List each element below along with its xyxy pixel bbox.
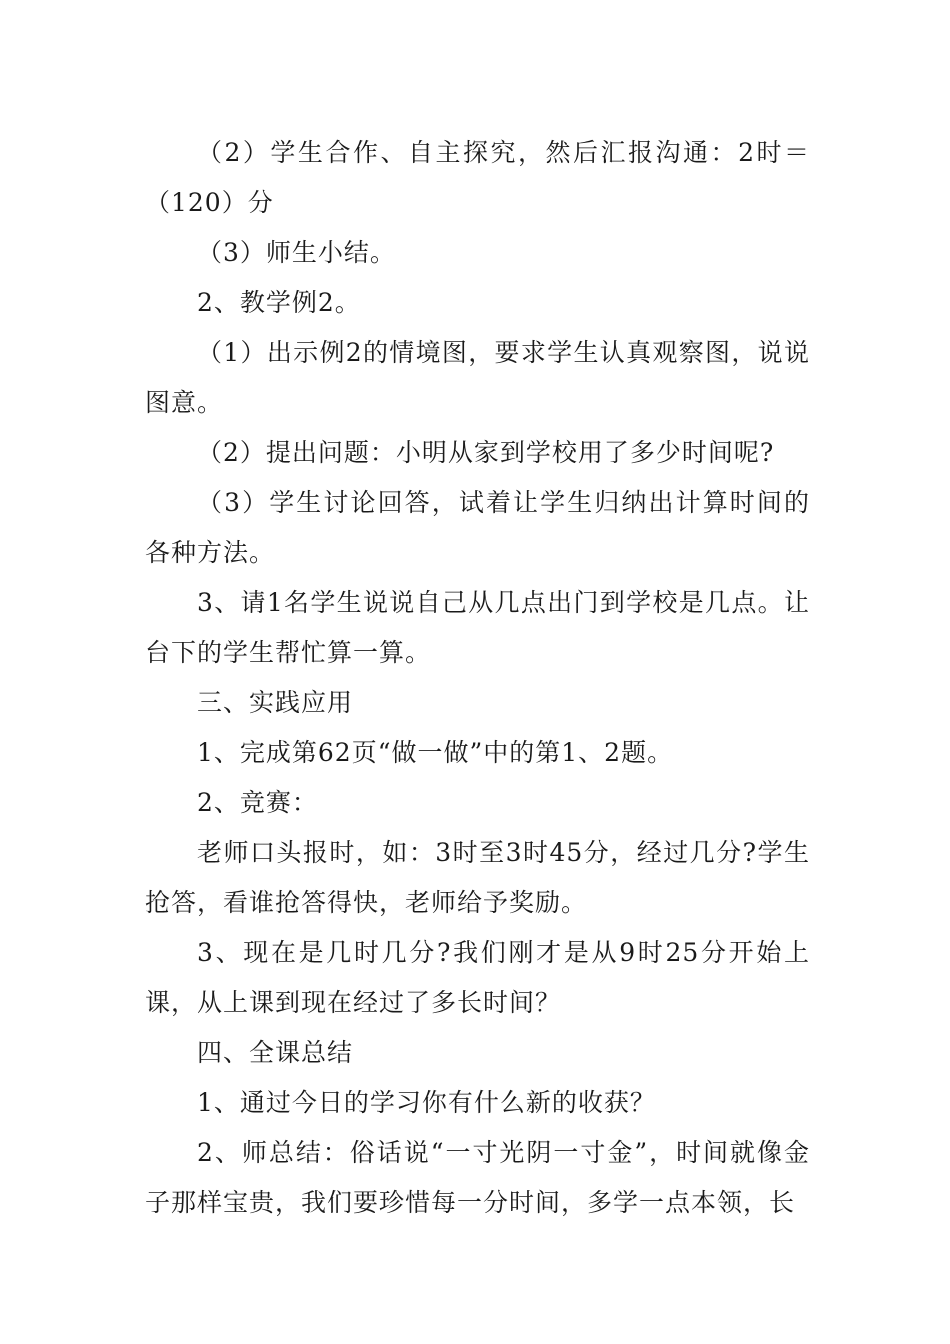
paragraph-practice-1: 1、完成第62页“做一做”中的第1、2题。: [197, 738, 674, 767]
paragraph-summary-1: 1、通过今日的学习你有什么新的收获？: [197, 1088, 656, 1117]
paragraph-step-3-summary: （3）师生小结。: [197, 238, 396, 267]
section-heading-summary: 四、全课总结: [197, 1038, 354, 1067]
paragraph-summary-2: 2、师总结：俗话说“一寸光阴一寸金”，时间就像金子那样宝贵，我们要珍惜每一分时间，多学一点本领，长: [145, 1138, 810, 1217]
paragraph-step-2-cooperate: （2）学生合作、自主探究，然后汇报沟通：2时＝（120）分: [145, 138, 810, 217]
document-body: [145, 128, 810, 1228]
paragraph-item-3-student: 3、请1名学生说说自己从几点出门到学校是几点。让台下的学生帮忙算一算。: [145, 588, 810, 667]
section-heading-practice: 三、实践应用: [197, 688, 354, 717]
paragraph-practice-3: 3、现在是几时几分?我们刚才是从9时25分开始上课，从上课到现在经过了多长时间？: [145, 938, 810, 1017]
paragraph-practice-2-heading: 2、竞赛：: [197, 788, 318, 817]
paragraph-practice-2-contest: 老师口头报时，如：3时至3时45分，经过几分?学生抢答，看谁抢答得快，老师给予奖励。: [145, 838, 810, 917]
paragraph-example-2-discuss: （3）学生讨论回答，试着让学生归纳出计算时间的各种方法。: [145, 488, 810, 567]
paragraph-example-2-question: （2）提出问题：小明从家到学校用了多少时间呢?: [197, 438, 775, 467]
paragraph-example-2-show: （1）出示例2的情境图，要求学生认真观察图，说说图意。: [145, 338, 810, 417]
paragraph-example-2-heading: 2、教学例2。: [197, 288, 361, 317]
